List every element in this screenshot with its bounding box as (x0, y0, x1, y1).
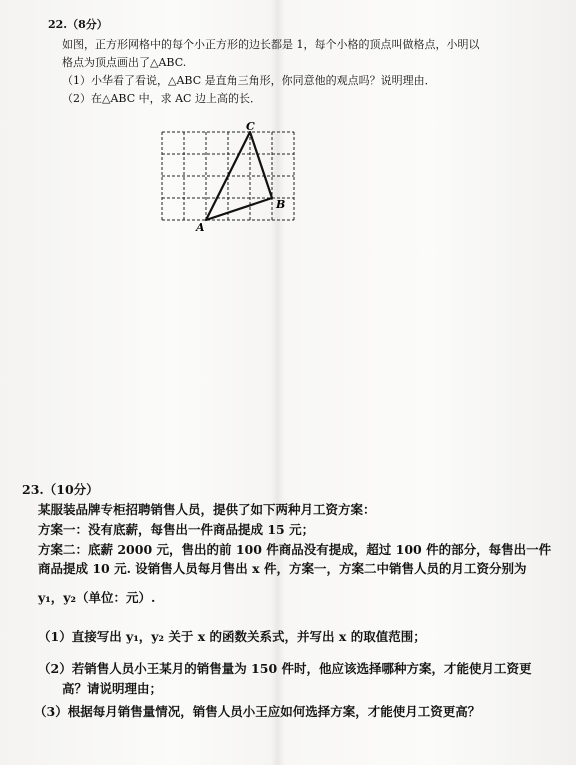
q23-part2-line1: （2）若销售人员小王某月的销售量为 150 件时，他应该选择哪种方案，才能使月工资更 (38, 661, 532, 676)
q23-plan2-line2: 商品提成 10 元. 设销售人员每月售出 x 件，方案一，方案二中销售人员的月工资分别为 (38, 561, 527, 576)
q23-plan1: 方案一：没有底薪，每售出一件商品提成 15 元； (38, 522, 315, 537)
vertex-label-a: A (196, 221, 205, 232)
q22-part1: （1）小华看了看说，△ABC 是直角三角形，你同意他的观点吗？说明理由． (62, 74, 436, 87)
vertex-label-c: C (246, 120, 255, 133)
q23-part3: （3）根据每月销售量情况，销售人员小王应如何选择方案，才能使月工资更高？ (34, 704, 481, 719)
q23-part2-line2: 高？请说明理由； (62, 681, 163, 696)
q23-intro: 某服装品牌专柜招聘销售人员，提供了如下两种月工资方案： (38, 502, 376, 517)
q22-intro-line2: 格点为顶点画出了△ABC. (62, 56, 187, 69)
vertex-label-b: B (276, 198, 286, 211)
triangle-grid-figure (158, 120, 302, 232)
q23-part1: （1）直接写出 y₁，y₂ 关于 x 的函数关系式，并写出 x 的取值范围； (38, 629, 426, 644)
q22-part2: （2）在△ABC 中，求 AC 边上高的长． (62, 92, 261, 105)
q23-plan2-line1: 方案二：底薪 2000 元，售出的前 100 件商品没有提成，超过 100 件的部分，每售出一件 (38, 542, 552, 557)
q22-intro-line1: 如图，正方形网格中的每个小正方形的边长都是 1，每个小格的顶点叫做格点，小明以 (62, 38, 480, 51)
q23-plan2-line3: y₁，y₂（单位：元）. (38, 590, 156, 605)
q23-heading: 23.（10分） (22, 482, 99, 497)
q22-heading: 22.（8分） (48, 18, 108, 31)
